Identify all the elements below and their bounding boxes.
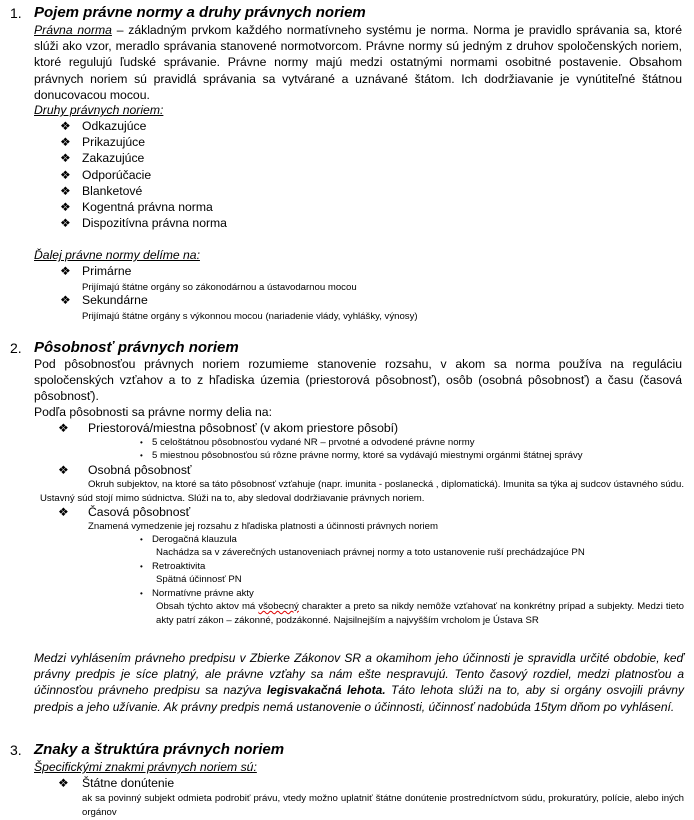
closing-text: Medzi vyhlásením právneho predpisu v Zbierke Zákonov SR a okamihom jeho účinnosti je spravidla určité obdobie, keď právny predpis je síce platný, ale právne vzťahy sa nám ešte nespravujú. Tento časový rozdiel, medzi platnosťou a účinnosťou právneho predpisu sa nazýva: [34, 651, 684, 698]
temporal-item-note: Spätná účinnosť PN: [156, 574, 242, 585]
spatial-item: [140, 436, 143, 449]
legisvacation-term: legisvakačná lehota.: [266, 683, 386, 698]
further-item-secondary: [60, 292, 418, 323]
temporal-item: [140, 560, 143, 573]
note-part: Obsah týchto aktov má: [156, 601, 259, 612]
section-2-lead: Podľa pôsobnosti sa právne normy delia na:: [34, 405, 272, 419]
types-list-label: Odporúčacie: [82, 167, 152, 182]
personal-label: Osobná pôsobnosť: [88, 463, 192, 477]
dot-icon: •: [140, 438, 143, 447]
bullet-icon: ❖: [60, 167, 71, 182]
types-list-label: Odkazujúce: [82, 119, 147, 133]
feature-note: ak sa povinný subjekt odmieta podrobiť právu, vtedy možno uplatniť štátne donútenie prostredníctvom súdu, prokuratúry, polície, alebo iných orgánov: [82, 793, 684, 818]
spatial-scope: [58, 420, 399, 436]
temporal-label: Časová pôsobnosť: [88, 505, 191, 519]
types-list-item: [60, 183, 143, 199]
dot-icon: •: [140, 562, 143, 571]
dot-icon: •: [140, 589, 143, 598]
types-list-item: [60, 118, 147, 134]
closing-text: Táto lehota slúži na to, aby si orgány osvojili právny predpis a jeho užívanie. Ak právny predpis nemá ustanovenie o účinnosti, účinnosť nadobúda 15tym dňom po vyhlásení.: [34, 683, 684, 714]
section-1-definition: [34, 22, 682, 103]
bullet-icon: ❖: [60, 183, 71, 198]
further-item-note: Prijímajú štátne orgány so zákonodárnou a ústavodarnou mocou: [82, 282, 357, 293]
section-3-number: 3.: [10, 742, 22, 758]
types-list-label: Zakazujúce: [82, 151, 145, 166]
spatial-item-text: 5 miestnou pôsobnosťou sú rôzne právne normy, ktoré sa vydávajú miestnymi orgánmi štátnej správy: [152, 450, 583, 461]
note-part: charakter a preto sa nikdy nemôže vzťahovať na konkrétny prípad a subjekty. Medzi tieto akty patrí zákon – zákonné, podzákonné. Najsilnejším a najvyšším vrcholom je Ústava SR: [156, 601, 685, 626]
personal-scope: [58, 462, 192, 478]
bullet-icon: ❖: [58, 776, 69, 790]
section-3-subheading: Špecifickými znakmi právnych noriem sú:: [34, 760, 257, 774]
definition-text: – základným prvkom každého normatívneho systému je norma. Norma je pravidlo správania sa, ktoré slúži ako vzor, meradlo správania stanovené normotvorcom. Právne normy sú jedným z druhov spoločenských noriem, ktoré regulujú ľudské správanie. Právne normy majú medzi ostatnými normami osobitné postavenie. Obsahom právnych noriem sú pravidlá správania sa vytvárané a uznávané štátom. Ich dodržiavanie je vynútiteľné štátnou donucovacou mocou.: [34, 23, 683, 102]
further-item-label: Primárne: [82, 264, 132, 278]
further-item-note: Prijímajú štátne orgány s výkonnou mocou (nariadenie vlády, vyhlášky, výnosy): [82, 311, 418, 322]
bullet-icon: ❖: [58, 505, 69, 519]
misspelled-word: všobecný: [258, 601, 299, 612]
types-list-item: [60, 199, 213, 215]
temporal-scope: [58, 504, 191, 520]
types-list-item: [60, 150, 145, 166]
types-list-label: Prikazujúce: [82, 135, 145, 150]
bullet-icon: ❖: [58, 421, 69, 435]
section-1-number: 1.: [10, 5, 22, 21]
bullet-icon: ❖: [60, 135, 71, 150]
types-list-item: [60, 167, 152, 183]
further-heading: Ďalej právne normy delíme na:: [34, 248, 200, 262]
types-heading: Druhy právnych noriem:: [34, 103, 164, 117]
bullet-icon: ❖: [60, 216, 71, 231]
temporal-item: [140, 587, 143, 600]
section-2-intro: Pod pôsobnosťou právnych noriem rozumieme stanovenie rozsahu, v akom sa norma používa na reguláciu spoločenských vzťahov a to z hľadiska územia (priestorová pôsobnosť), osôb (osobná pôsobnosť) a času (časová pôsobnosť).: [34, 357, 682, 404]
further-item-primary: [60, 263, 357, 294]
feature-label: Štátne donútenie: [82, 776, 175, 790]
personal-note: Okruh subjektov, na ktoré sa táto pôsobnosť vzťahuje (napr. imunita - poslanecká , diplomatická). Imunita sa týka aj sudcov ústavného súdu. Ustavný súd stojí mimo súdnictva. Slúži na to, aby sledoval dodržiavanie právnych noriem.: [40, 479, 684, 504]
definition-term: Právna norma: [34, 23, 112, 37]
types-list: [60, 118, 227, 231]
bullet-icon: ❖: [58, 463, 69, 477]
temporal-item-note: [156, 600, 684, 627]
section-2-number: 2.: [10, 340, 22, 356]
temporal-item-label: Normatívne právne akty: [152, 588, 254, 599]
spatial-label: Priestorová/miestna pôsobnosť (v akom priestore pôsobí): [88, 421, 399, 435]
section-1-title: Pojem právne normy a druhy právnych noriem: [34, 4, 366, 21]
section-3-title: Znaky a štruktúra právnych noriem: [34, 741, 285, 758]
bullet-icon: ❖: [60, 199, 71, 214]
bullet-icon: ❖: [60, 151, 71, 166]
spatial-item-text: 5 celoštátnou pôsobnosťou vydané NR – prvotné a odvodené právne normy: [152, 437, 475, 448]
temporal-item-note: Nachádza sa v záverečných ustanoveniach právnej normy a toto ustanovenie ruší prechádzajúce PN: [156, 547, 585, 558]
further-item-label: Sekundárne: [82, 293, 148, 307]
types-list-item: [60, 134, 145, 150]
temporal-item: [140, 533, 143, 546]
spatial-item: [140, 449, 143, 462]
feature-item: [58, 775, 175, 791]
section-2-title: Pôsobnosť právnych noriem: [34, 339, 239, 356]
types-list-item: [60, 215, 227, 231]
types-list-label: Dispozitívna právna norma: [82, 216, 227, 231]
temporal-item-label: Retroaktivita: [152, 561, 206, 572]
section-2-closing: [34, 650, 684, 715]
types-list-label: Blanketové: [82, 183, 143, 198]
bullet-icon: ❖: [60, 119, 71, 133]
bullet-icon: ❖: [60, 293, 71, 307]
types-list-label: Kogentná právna norma: [82, 199, 213, 214]
dot-icon: •: [140, 451, 143, 460]
bullet-icon: ❖: [60, 264, 71, 278]
temporal-note: Znamená vymedzenie jej rozsahu z hľadiska platnosti a účinnosti právnych noriem: [88, 521, 438, 532]
temporal-item-label: Derogačná klauzula: [152, 534, 237, 545]
dot-icon: •: [140, 535, 143, 544]
